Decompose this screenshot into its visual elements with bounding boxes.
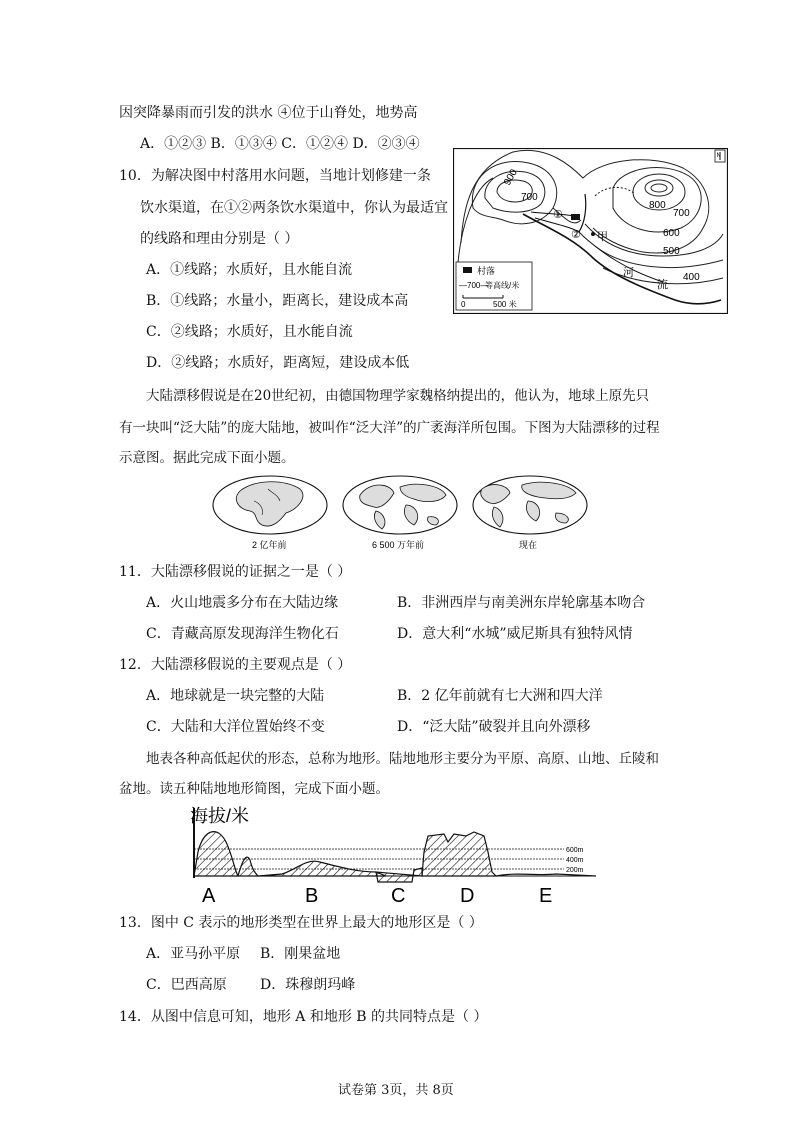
question-11-option-d: D．意大利“水城”威尼斯具有独特风情 bbox=[397, 626, 633, 642]
question-12-stem: 12．大陆漂移假说的主要观点是（ ） bbox=[119, 657, 352, 673]
drift-intro-line-1: 大陆漂移假说是在20世纪初，由德国物理学家魏格纳提出的，他认为，地球上原先只 bbox=[146, 388, 650, 404]
question-14-stem: 14．从图中信息可知，地形 A 和地形 B 的共同特点是（ ） bbox=[119, 1009, 488, 1025]
question-10-option-c: C．②线路；水质好，且水能自流 bbox=[146, 324, 353, 340]
continental-drift-figure bbox=[210, 473, 590, 551]
village-legend-icon bbox=[463, 267, 472, 273]
question-10-stem-line-2: 饮水渠道，在①②两条饮水渠道中，你认为最适宜 bbox=[140, 200, 448, 216]
globe-label-2: 6 500 万年前 bbox=[372, 540, 425, 550]
landform-letter-c: C bbox=[391, 885, 406, 907]
question-12-option-d: D．“泛大陆”破裂并且向外漂移 bbox=[397, 719, 591, 735]
page-footer: 试卷第 3页，共 8页 bbox=[338, 1083, 454, 1098]
svg-text:N: N bbox=[716, 153, 721, 159]
river-label-1: 河 bbox=[623, 267, 634, 279]
question-9-stem-tail: 因突降暴雨而引发的洪水 ④位于山脊处，地势高 bbox=[119, 105, 418, 121]
river-label-2: 流 bbox=[657, 279, 668, 291]
landform-intro-line-1: 地表各种高低起伏的形态，总称为地形。陆地地形主要分为平原、高原、山地、丘陵和 bbox=[146, 751, 659, 767]
question-10-option-b: B．①线路；水量小，距离长，建设成本高 bbox=[146, 293, 409, 309]
landform-letter-a: A bbox=[202, 885, 216, 907]
drift-intro-line-2: 有一块叫“泛大陆”的庞大陆地，被叫作“泛大洋”的广袤海洋所包围。下图为大陆漂移的过程 bbox=[119, 420, 660, 436]
contour-label-400: 400 bbox=[683, 272, 700, 283]
question-13-option-c: C．巴西高原 bbox=[146, 977, 227, 993]
globe-65-million-years bbox=[343, 476, 457, 534]
question-11-option-a: A．火山地震多分布在大陆边缘 bbox=[146, 595, 339, 611]
globe-200-million-years bbox=[213, 476, 327, 534]
globe-label-3: 现在 bbox=[519, 540, 538, 550]
question-13-stem: 13．图中 C 表示的地形类型在世界上最大的地形区是（ ） bbox=[119, 915, 483, 931]
landform-intro-line-2: 盆地。读五种陆地地形简图，完成下面小题。 bbox=[119, 781, 389, 797]
level-label-400: 400m bbox=[566, 857, 584, 864]
question-9-options: A．①②③ B．①③④ C．①②④ D．②③④ bbox=[140, 136, 420, 152]
svg-text:—700—: —700— bbox=[459, 281, 489, 290]
contour-label-900: 900 bbox=[502, 167, 520, 188]
contour-label-700-left: 700 bbox=[521, 192, 538, 203]
globe-label-1: 2 亿年前 bbox=[252, 540, 287, 550]
landform-letter-d: D bbox=[460, 885, 475, 907]
canal-2-label: ② bbox=[571, 229, 581, 241]
map-legend bbox=[456, 262, 532, 310]
topographic-map bbox=[453, 148, 728, 314]
canal-1-label: ① bbox=[553, 209, 563, 221]
question-10-stem-line-3: 的线路和理由分别是（ ） bbox=[140, 231, 299, 247]
question-12-option-a: A．地球就是一块完整的大陆 bbox=[146, 688, 325, 704]
question-13-option-b: B．刚果盆地 bbox=[260, 946, 341, 962]
level-label-600: 600m bbox=[566, 847, 584, 854]
svg-text:500 米: 500 米 bbox=[493, 300, 517, 309]
drift-intro-line-3: 示意图。据此完成下面小题。 bbox=[119, 450, 295, 466]
svg-text:0: 0 bbox=[461, 300, 466, 309]
y-axis-label: 海拔/米 bbox=[190, 806, 250, 826]
globe-present bbox=[473, 476, 587, 534]
question-13-option-d: D．珠穆朗玛峰 bbox=[260, 977, 356, 993]
contour-label-500: 500 bbox=[663, 246, 680, 257]
contour-label-600: 600 bbox=[663, 228, 680, 239]
point-jia-label: 甲 bbox=[597, 231, 608, 243]
landform-letter-b: B bbox=[305, 885, 319, 907]
question-13-option-a: A．亚马孙平原 bbox=[146, 946, 241, 962]
question-11-option-b: B．非洲西岸与南美洲东岸轮廓基本吻合 bbox=[397, 595, 646, 611]
question-10-stem-line-1: 10．为解决图中村落用水问题，当地计划修建一条 bbox=[119, 168, 431, 184]
question-11-option-c: C．青藏高原发现海洋生物化石 bbox=[146, 626, 339, 642]
question-10-option-a: A．①线路；水质好，且水能自流 bbox=[146, 262, 353, 278]
landform-letter-e: E bbox=[539, 885, 553, 907]
landform-profile-chart bbox=[186, 802, 600, 908]
svg-text:等高线/米: 等高线/米 bbox=[485, 281, 520, 290]
question-10-option-d: D．②线路；水质好，距离短，建设成本低 bbox=[146, 355, 410, 371]
level-label-200: 200m bbox=[566, 867, 584, 874]
svg-text:村落: 村落 bbox=[477, 266, 496, 276]
question-11-stem: 11．大陆漂移假说的证据之一是（ ） bbox=[119, 564, 352, 580]
question-12-option-c: C．大陆和大洋位置始终不变 bbox=[146, 719, 325, 735]
question-12-option-b: B．2 亿年前就有七大洲和四大洋 bbox=[397, 688, 603, 704]
contour-label-800: 800 bbox=[649, 200, 666, 211]
contour-label-700-right: 700 bbox=[673, 208, 690, 219]
terrain-profile bbox=[194, 832, 596, 882]
north-arrow-icon bbox=[715, 150, 725, 162]
